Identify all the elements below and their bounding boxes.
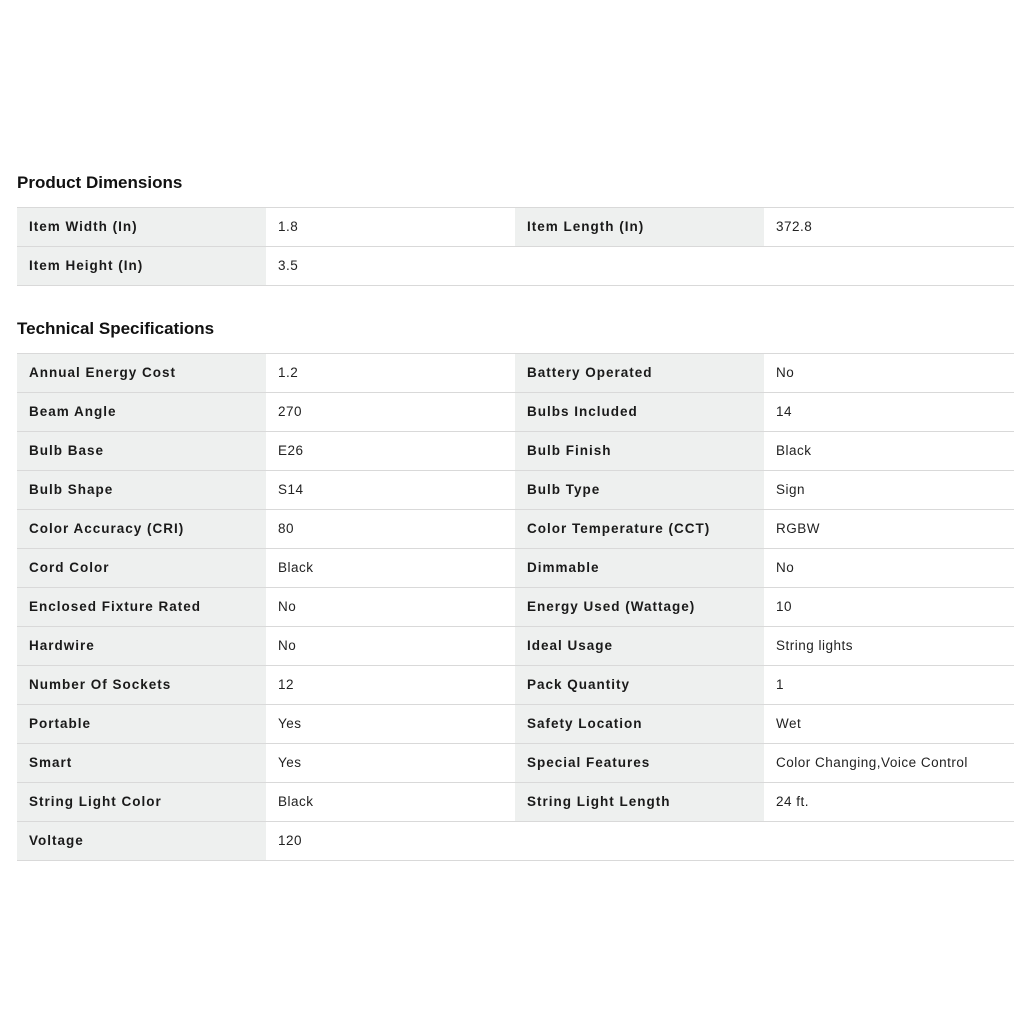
spec-label: Smart bbox=[17, 744, 266, 782]
table-row bbox=[17, 588, 1014, 627]
spec-value: No bbox=[266, 627, 515, 665]
table-row bbox=[17, 549, 1014, 588]
empty-cell bbox=[515, 247, 764, 285]
table-row bbox=[17, 783, 1014, 822]
spec-label: Pack Quantity bbox=[515, 666, 764, 704]
spec-value: 270 bbox=[266, 393, 515, 431]
spec-label: Beam Angle bbox=[17, 393, 266, 431]
spec-value: Sign bbox=[764, 471, 1014, 509]
table-row bbox=[17, 208, 1014, 247]
spec-value: 10 bbox=[764, 588, 1014, 626]
empty-cell bbox=[764, 247, 1014, 285]
empty-cell bbox=[515, 822, 764, 860]
spec-value: RGBW bbox=[764, 510, 1014, 548]
empty-cell bbox=[764, 822, 1014, 860]
spec-value: No bbox=[764, 549, 1014, 587]
spec-label: Ideal Usage bbox=[515, 627, 764, 665]
spec-value: Black bbox=[764, 432, 1014, 470]
spec-value: Yes bbox=[266, 744, 515, 782]
spec-label: Bulb Shape bbox=[17, 471, 266, 509]
spec-label: Safety Location bbox=[515, 705, 764, 743]
spec-value: 14 bbox=[764, 393, 1014, 431]
spec-label: Item Length (In) bbox=[515, 208, 764, 246]
spec-value: 1.2 bbox=[266, 354, 515, 392]
spec-label: Portable bbox=[17, 705, 266, 743]
spec-label: Item Width (In) bbox=[17, 208, 266, 246]
section-title: Product Dimensions bbox=[17, 173, 183, 192]
spec-value: 3.5 bbox=[266, 247, 515, 285]
spec-value: No bbox=[764, 354, 1014, 392]
spec-value: 12 bbox=[266, 666, 515, 704]
product-dimensions-section bbox=[17, 171, 1014, 286]
technical-specifications-section bbox=[17, 317, 1014, 861]
table-row bbox=[17, 510, 1014, 549]
table-row bbox=[17, 666, 1014, 705]
spec-label: String Light Length bbox=[515, 783, 764, 821]
table-row bbox=[17, 705, 1014, 744]
spec-label: String Light Color bbox=[17, 783, 266, 821]
spec-label: Voltage bbox=[17, 822, 266, 860]
spec-label: Bulb Base bbox=[17, 432, 266, 470]
spec-label: Color Temperature (CCT) bbox=[515, 510, 764, 548]
spec-value: 1.8 bbox=[266, 208, 515, 246]
spec-label: Hardwire bbox=[17, 627, 266, 665]
spec-value: 24 ft. bbox=[764, 783, 1014, 821]
spec-label: Dimmable bbox=[515, 549, 764, 587]
product-dimensions-table bbox=[17, 207, 1014, 286]
spec-label: Cord Color bbox=[17, 549, 266, 587]
spec-value: Black bbox=[266, 549, 515, 587]
spec-label: Number Of Sockets bbox=[17, 666, 266, 704]
spec-value: 80 bbox=[266, 510, 515, 548]
spec-value: Yes bbox=[266, 705, 515, 743]
spec-value: S14 bbox=[266, 471, 515, 509]
spec-value: Wet bbox=[764, 705, 1014, 743]
table-row bbox=[17, 822, 1014, 861]
spec-value: String lights bbox=[764, 627, 1014, 665]
spec-value: 1 bbox=[764, 666, 1014, 704]
table-row bbox=[17, 432, 1014, 471]
spec-label: Enclosed Fixture Rated bbox=[17, 588, 266, 626]
spec-label: Battery Operated bbox=[515, 354, 764, 392]
table-row bbox=[17, 393, 1014, 432]
table-row bbox=[17, 354, 1014, 393]
table-row bbox=[17, 471, 1014, 510]
technical-specifications-table bbox=[17, 353, 1014, 861]
spec-label: Bulb Type bbox=[515, 471, 764, 509]
spec-label: Annual Energy Cost bbox=[17, 354, 266, 392]
spec-label: Special Features bbox=[515, 744, 764, 782]
table-row bbox=[17, 247, 1014, 286]
spec-label: Energy Used (Wattage) bbox=[515, 588, 764, 626]
spec-label: Color Accuracy (CRI) bbox=[17, 510, 266, 548]
spec-label: Bulbs Included bbox=[515, 393, 764, 431]
spec-label: Bulb Finish bbox=[515, 432, 764, 470]
spec-value: No bbox=[266, 588, 515, 626]
spec-value: 372.8 bbox=[764, 208, 1014, 246]
table-row bbox=[17, 744, 1014, 783]
section-title: Technical Specifications bbox=[17, 319, 215, 338]
table-row bbox=[17, 627, 1014, 666]
spec-value: Black bbox=[266, 783, 515, 821]
spec-value: 120 bbox=[266, 822, 515, 860]
spec-value: E26 bbox=[266, 432, 515, 470]
spec-value: Color Changing,Voice Control bbox=[764, 744, 1014, 782]
spec-label: Item Height (In) bbox=[17, 247, 266, 285]
